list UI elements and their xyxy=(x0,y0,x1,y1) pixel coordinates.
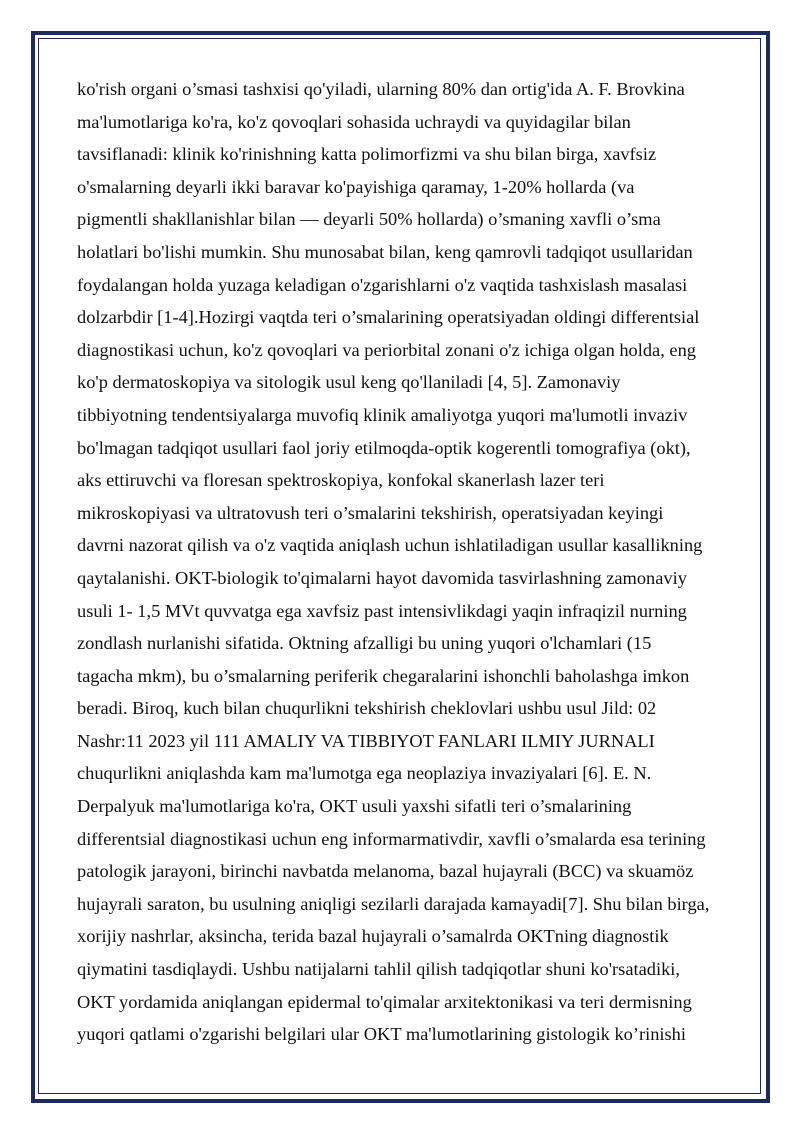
text-line: zondlash nurlanishi sifatida. Oktning afzalligi bu uning yuqori o'lchamlari (15 xyxy=(77,633,652,654)
text-line: mikroskopiyasi va ultratovush teri o’smalarini tekshirish, operatsiyadan keyingi xyxy=(77,502,664,523)
text-line: bo'lmagan tadqiqot usullari faol joriy etilmoqda-optik kogerentli tomografiya (okt), xyxy=(77,437,691,458)
text-line: foydalangan holda yuzaga keladigan o'zgarishlarni o'z vaqtida tashxislash masalasi xyxy=(77,274,688,295)
text-line: Nashr:11 2023 yil 111 AMALIY VA TIBBIYOT FANLARI ILMIY JURNALI xyxy=(77,730,655,751)
text-line: xorijiy nashrlar, aksincha, terida bazal hujayrali o’samalrda OKTning diagnostik xyxy=(77,926,669,947)
text-line: ko'p dermatoskopiya va sitologik usul keng qo'llaniladi [4, 5]. Zamonaviy xyxy=(77,372,621,393)
text-line: hujayrali saraton, bu usulning aniqligi sezilarli darajada kamayadi[7]. Shu bilan birga, xyxy=(77,893,710,914)
text-line: ma'lumotlariga ko'ra, ko'z qovoqlari sohasida uchraydi va quyidagilar bilan xyxy=(77,111,631,132)
text-line: dolzarbdir [1-4].Hozirgi vaqtda teri o’smalarining operatsiyadan oldingi differentsial xyxy=(77,307,700,328)
text-line: tavsiflanadi: klinik ko'rinishning katta polimorfizmi va shu bilan birga, xavfsiz xyxy=(77,144,657,165)
text-line: Derpalyuk ma'lumotlariga ko'ra, OKT usuli yaxshi sifatli teri o’smalarining xyxy=(77,796,632,817)
body-text xyxy=(77,73,737,1051)
text-line: o'smalarning deyarli ikki baravar ko'payishiga qaramay, 1-20% hollarda (va xyxy=(77,176,635,197)
text-line: OKT yordamida aniqlangan epidermal to'qimalar arxitektonikasi va teri dermisning xyxy=(77,991,692,1012)
text-line: davrni nazorat qilish va o'z vaqtida aniqlash uchun ishlatiladigan usullar kasallikning xyxy=(77,535,703,556)
text-line: diagnostikasi uchun, ko'z qovoqlari va periorbital zonani o'z ichiga olgan holda, eng xyxy=(77,339,696,360)
text-line: qaytalanishi. OKT-biologik to'qimalarni hayot davomida tasvirlashning zamonaviy xyxy=(77,567,687,588)
text-line: chuqurlikni aniqlashda kam ma'lumotga ega neoplaziya invaziyalari [6]. E. N. xyxy=(77,763,652,784)
text-line: patologik jarayoni, birinchi navbatda melanoma, bazal hujayrali (BCC) va skuamöz xyxy=(77,861,694,882)
text-line: aks ettiruvchi va floresan spektroskopiya, konfokal skanerlash lazer teri xyxy=(77,470,605,491)
text-line: usuli 1- 1,5 MVt quvvatga ega xavfsiz past intensivlikdagi yaqin infraqizil nurning xyxy=(77,600,687,621)
text-line: holatlari bo'lishi mumkin. Shu munosabat bilan, keng qamrovli tadqiqot usullaridan xyxy=(77,241,693,262)
text-line: tagacha mkm), bu o’smalarning periferik chegaralarini ishonchli baholashga imkon xyxy=(77,665,690,686)
text-line: pigmentli shakllanishlar bilan — deyarli 50% hollarda) o’smaning xavfli o’sma xyxy=(77,209,661,230)
text-line: qiymatini tasdiqlaydi. Ushbu natijalarni tahlil qilish tadqiqotlar shuni ko'rsatadiki, xyxy=(77,959,680,980)
text-line: beradi. Biroq, kuch bilan chuqurlikni tekshirish cheklovlari ushbu usul Jild: 02 xyxy=(77,698,657,719)
text-line: ko'rish organi o’smasi tashxisi qo'yiladi, ularning 80% dan ortig'ida A. F. Brovkina xyxy=(77,79,685,99)
text-line: yuqori qatlami o'zgarishi belgilari ular OKT ma'lumotlarining gistologik ko’rinishi xyxy=(77,1024,686,1045)
text-line: tibbiyotning tendentsiyalarga muvofiq klinik amaliyotga yuqori ma'lumotli invaziv xyxy=(77,404,688,425)
text-line: differentsial diagnostikasi uchun eng informarmativdir, xavfli o’smalarda esa terining xyxy=(77,828,706,849)
